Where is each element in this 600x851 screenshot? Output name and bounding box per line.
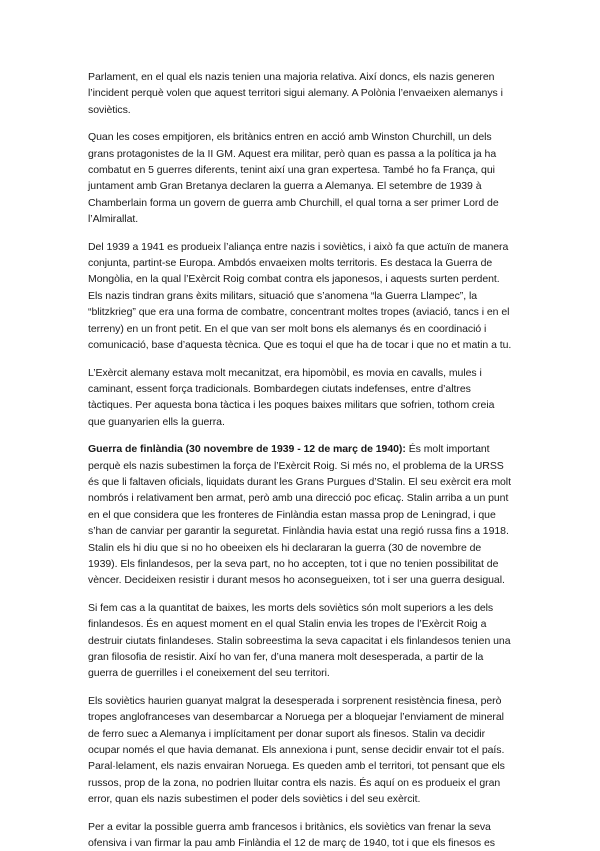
paragraph-5-body: És molt important perquè els nazis subestimen la força de l’Exèrcit Roig. Si més no, el problema de la URSS és que li faltaven oficials, liquidats durant les Grans Purgues d’Stalin. El seu exèrcit era molt nombrós i relativament ben armat, però amb una direcció poc eficaç. Stalin arriba a un punt en el que considera que les fronteres de Finlàndia estan massa prop de Leningrad, i que s’han de canviar per garantir la seguretat. Finlàndia havia estat una regió russa fins a 1918. Stalin els hi diu que si no ho obeeixen els hi declararan la guerra (30 de novembre de 1939). Els finlandesos, per la seva part, no ho accepten, tot i que no tenien possibilitat de vèncer. Decideixen resistir i durant mesos ho aconsegueixen, tot i ser una guerra desigual. (88, 443, 511, 587)
paragraph-7: Els soviètics haurien guanyat malgrat la desesperada i sorprenent resistència finesa, però tropes anglofranceses van desembarcar a Noruega per a bloquejar l’enviament de mineral de ferro suec a Alemanya i implícitament per donar suport als finesos. Stalin va decidir ocupar només el que havia demanat. Els annexiona i punt, sense decidir envair tot el país. Paral·lelament, els nazis envairan Noruega. Es queden amb el territori, tot pensant que els russos, prop de la zona, no podrien lluitar contra els nazis. És aquí on es produeix el gran error, quan els nazis subestimen el poder dels soviètics i del seu exèrcit. (88, 694, 505, 806)
paragraph-1: Parlament, en el qual els nazis tenien una majoria relativa. Així doncs, els nazis generen l’incident perquè volen que aquest territori sigui alemany. A Polònia l’envaeixen alemanys i soviètics. (88, 71, 503, 116)
paragraph-8: Per a evitar la possible guerra amb francesos i britànics, els soviètics van frenar la seva ofensiva i van firmar la pau amb Finlàndia el 12 de març de 1940, tot i que els finesos es (88, 820, 495, 850)
paragraph-3: Del 1939 a 1941 es produeix l’aliança entre nazis i soviètics, i això fa que actuïn de manera conjunta, partint-se Europa. Ambdós envaeixen molts territoris. Es destaca la Guerra de Mongòlia, en la qual l’Exèrcit Roig combat contra els japonesos, i aquests surten perdent. Els nazis tindran grans èxits militars, situació que s’anomena “la Guerra Llampec”, la “blitzkrieg” que era una forma de combatre, concentrant moltes tropes (aviació, tancs i en el terreny) en un front petit. En el que van ser molt bons els alemanys és en coordinació i comunicació, base d’aquesta tècnica. Que es toqui el que ha de tocar i que no et matin a tu. (88, 240, 512, 352)
paragraph-5 (88, 441, 512, 589)
paragraph-6: Si fem cas a la quantitat de baixes, les morts dels soviètics són molt superiors a les dels finlandesos. És en aquest moment en el qual Stalin envia les tropes de l’Exèrcit Roig a destruir ciutats finlandeses. Stalin sobreestima la seva capacitat i els finlandesos tenien una gran filosofia de resistir. Així ho van fer, d’una manera molt desesperada, a partir de la guerra de guerrilles i el coneixement del seu territori. (88, 601, 511, 680)
paragraph-4: L’Exèrcit alemany estava molt mecanitzat, era hipomòbil, es movia en cavalls, mules i caminant, essent força tradicionals. Bombardegen ciutats indefenses, entre d’altres tàctiques. Per aquesta bona tàctica i les poques baixes militars que sofrien, tothom creia que guanyarien ells la guerra. (88, 366, 495, 428)
section-heading-finland-war: Guerra de finlàndia (30 novembre de 1939 - 12 de març de 1940): (88, 443, 406, 456)
paragraph-2: Quan les coses empitjoren, els britànics entren en acció amb Winston Churchill, un dels grans protagonistes de la II GM. Aquest era militar, però quan es passa a la política ja ha combatut en 5 guerres diferents, tenint així una gran expertesa. També ho fa França, qui juntament amb Gran Bretanya declaren la guerra a Alemanya. El setembre de 1939 à Chamberlain forma un govern de guerra amb Churchill, el qual torna a ser primer Lord de l’Almirallat. (88, 131, 499, 226)
